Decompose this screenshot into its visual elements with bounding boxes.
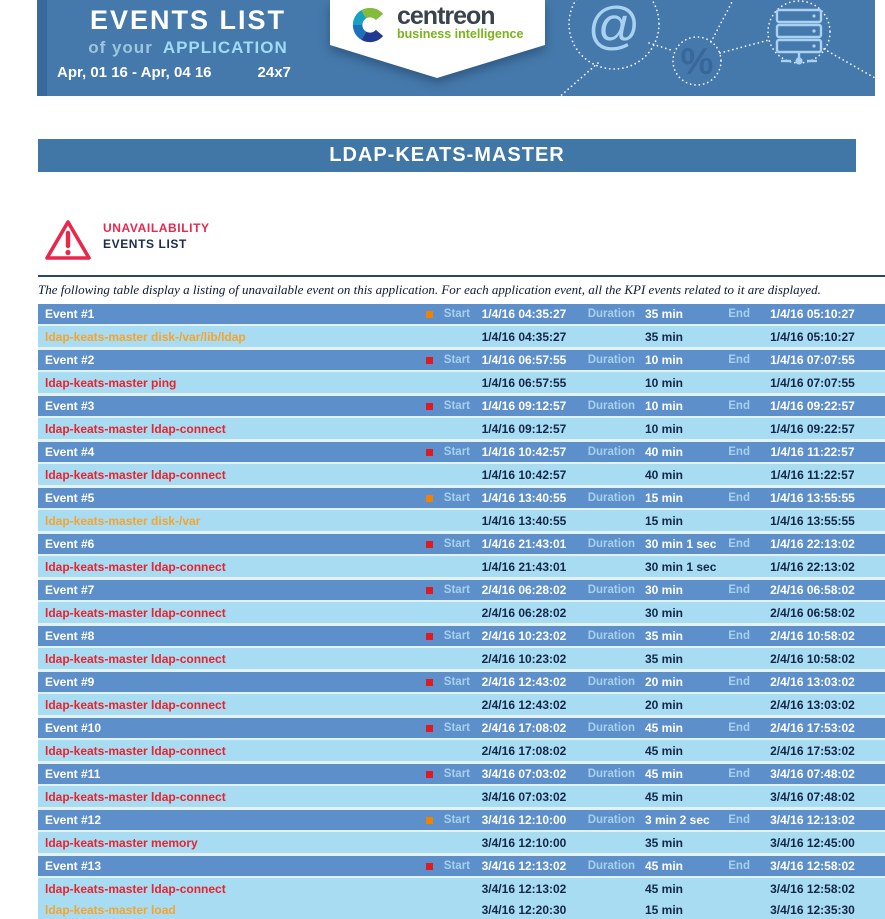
end-label: End [728, 354, 750, 366]
report-banner [37, 0, 875, 96]
kpi-name: ldap-keats-master ldap-connect [45, 421, 226, 436]
kpi-end-value: 3/4/16 12:35:30 [770, 902, 855, 917]
kpi-start-value: 3/4/16 12:20:30 [481, 902, 567, 917]
start-label: Start [443, 676, 470, 688]
event-end-value: 1/4/16 11:22:57 [770, 445, 855, 459]
severity-marker-cell [422, 633, 436, 640]
event-header-row [38, 350, 885, 370]
kpi-row [38, 464, 885, 485]
application-name: LDAP-KEATS-MASTER [329, 144, 565, 166]
severity-marker-icon [426, 771, 433, 778]
kpi-rows-block [38, 602, 885, 623]
start-label: Start [443, 768, 470, 780]
start-label: Start [443, 492, 470, 504]
event-start-value: 1/4/16 13:40:55 [481, 491, 567, 505]
start-label: Start [443, 722, 470, 734]
start-label: Start [443, 814, 470, 826]
kpi-name: ldap-keats-master ldap-connect [45, 697, 226, 712]
event-header-row [38, 718, 885, 738]
event-header-row [38, 764, 885, 784]
kpi-start-value: 1/4/16 21:43:01 [481, 559, 567, 574]
kpi-rows-block [38, 372, 885, 393]
event-duration-value: 45 min [645, 859, 684, 873]
severity-marker-cell [422, 771, 436, 778]
severity-marker-icon [426, 403, 433, 410]
subtitle-object: APPLICATION [162, 38, 288, 57]
kpi-duration-value: 35 min [645, 651, 684, 666]
event-header-row [38, 534, 885, 554]
end-label: End [728, 538, 750, 550]
event-header-row [38, 580, 885, 600]
duration-label: Duration [587, 768, 635, 780]
event-name: Event #13 [45, 859, 102, 873]
kpi-end-value: 1/4/16 09:22:57 [770, 421, 855, 436]
kpi-duration-value: 40 min [645, 467, 684, 482]
unavailability-section-header [44, 218, 885, 262]
kpi-duration-value: 45 min [645, 881, 684, 896]
kpi-start-value: 1/4/16 13:40:55 [481, 513, 567, 528]
kpi-row [38, 832, 885, 853]
kpi-rows-block [38, 464, 885, 485]
start-label: Start [443, 446, 470, 458]
event-end-value: 2/4/16 17:53:02 [770, 721, 855, 735]
event-header-row [38, 626, 885, 646]
kpi-rows-block [38, 786, 885, 807]
report-period: Apr, 01 16 - Apr, 04 16 [57, 64, 212, 81]
kpi-rows-block [38, 740, 885, 761]
start-label: Start [443, 860, 470, 872]
kpi-duration-value: 45 min [645, 743, 684, 758]
event-end-value: 2/4/16 13:03:02 [770, 675, 855, 689]
event-header-row [38, 856, 885, 876]
event-duration-value: 45 min [645, 721, 684, 735]
duration-label: Duration [587, 354, 635, 366]
event-end-value: 1/4/16 07:07:55 [770, 353, 855, 367]
kpi-rows-block [38, 832, 885, 853]
event-duration-value: 20 min [645, 675, 684, 689]
event-start-value: 1/4/16 09:12:57 [481, 399, 567, 413]
severity-marker-cell [422, 357, 436, 364]
event-name: Event #10 [45, 721, 102, 735]
kpi-rows-block [38, 418, 885, 439]
end-label: End [728, 308, 750, 320]
duration-label: Duration [587, 446, 635, 458]
kpi-name: ldap-keats-master memory [45, 835, 198, 850]
kpi-row [38, 740, 885, 761]
event-duration-value: 30 min [645, 583, 684, 597]
kpi-rows-block [38, 556, 885, 577]
kpi-name: ldap-keats-master disk-/var/lib/ldap [45, 329, 246, 344]
warning-icon [44, 218, 92, 262]
severity-marker-icon [426, 311, 433, 318]
kpi-start-value: 2/4/16 12:43:02 [481, 697, 567, 712]
event-name: Event #1 [45, 307, 95, 321]
banner-text-block [49, 5, 327, 81]
start-label: Start [443, 538, 470, 550]
event-start-value: 1/4/16 06:57:55 [481, 353, 567, 367]
kpi-end-value: 2/4/16 10:58:02 [770, 651, 855, 666]
divider [38, 275, 885, 277]
severity-marker-icon [426, 863, 433, 870]
event-name: Event #2 [45, 353, 95, 367]
kpi-duration-value: 35 min [645, 835, 684, 850]
kpi-start-value: 2/4/16 06:28:02 [481, 605, 567, 620]
duration-label: Duration [587, 630, 635, 642]
kpi-rows-block [38, 878, 885, 919]
kpi-end-value: 1/4/16 07:07:55 [770, 375, 855, 390]
event-duration-value: 35 min [645, 307, 684, 321]
logo-tagline: business intelligence [397, 27, 524, 41]
event-start-value: 1/4/16 21:43:01 [481, 537, 567, 551]
kpi-end-value: 2/4/16 13:03:02 [770, 697, 855, 712]
kpi-row [38, 648, 885, 669]
event-end-value: 1/4/16 09:22:57 [770, 399, 855, 413]
severity-marker-icon [426, 725, 433, 732]
kpi-end-value: 2/4/16 17:53:02 [770, 743, 855, 758]
kpi-row [38, 899, 885, 919]
severity-marker-icon [426, 679, 433, 686]
duration-label: Duration [587, 722, 635, 734]
severity-marker-cell [422, 863, 436, 870]
event-start-value: 3/4/16 07:03:02 [481, 767, 567, 781]
start-label: Start [443, 400, 470, 412]
start-label: Start [443, 584, 470, 596]
severity-marker-cell [422, 541, 436, 548]
events-table [38, 304, 885, 919]
logo-text [397, 4, 523, 41]
duration-label: Duration [587, 860, 635, 872]
event-name: Event #11 [45, 767, 101, 781]
kpi-row [38, 556, 885, 577]
server-circle [768, 1, 830, 63]
kpi-start-value: 3/4/16 12:10:00 [481, 835, 567, 850]
percent-icon: % [680, 41, 714, 82]
severity-marker-icon [426, 449, 433, 456]
end-label: End [728, 814, 750, 826]
kpi-duration-value: 10 min [645, 375, 684, 390]
severity-marker-icon [426, 817, 433, 824]
kpi-end-value: 1/4/16 11:22:57 [770, 467, 855, 482]
kpi-start-value: 3/4/16 07:03:02 [481, 789, 567, 804]
event-start-value: 3/4/16 12:10:00 [481, 813, 567, 827]
event-end-value: 1/4/16 13:55:55 [770, 491, 855, 505]
report-subtitle [49, 38, 327, 58]
end-label: End [728, 584, 750, 596]
kpi-row [38, 372, 885, 393]
kpi-duration-value: 45 min [645, 789, 684, 804]
kpi-duration-value: 20 min [645, 697, 684, 712]
kpi-name: ldap-keats-master ldap-connect [45, 651, 226, 666]
logo-brand: centreon [397, 2, 495, 30]
event-start-value: 2/4/16 10:23:02 [481, 629, 567, 643]
kpi-start-value: 1/4/16 10:42:57 [481, 467, 567, 482]
kpi-start-value: 1/4/16 06:57:55 [481, 375, 567, 390]
event-name: Event #8 [45, 629, 95, 643]
event-end-value: 2/4/16 10:58:02 [770, 629, 855, 643]
kpi-end-value: 1/4/16 05:10:27 [770, 329, 855, 344]
centreon-logo-icon [350, 4, 390, 46]
event-header-row [38, 672, 885, 692]
severity-marker-cell [422, 817, 436, 824]
event-end-value: 3/4/16 12:13:02 [770, 813, 855, 827]
report-meta [49, 64, 327, 81]
event-name: Event #3 [45, 399, 95, 413]
kpi-row [38, 786, 885, 807]
kpi-name: ldap-keats-master disk-/var [45, 513, 201, 528]
kpi-duration-value: 30 min 1 sec [645, 559, 717, 574]
event-name: Event #7 [45, 583, 95, 597]
event-end-value: 3/4/16 07:48:02 [770, 767, 855, 781]
kpi-name: ldap-keats-master ping [45, 375, 177, 390]
report-timeperiod: 24x7 [257, 64, 291, 81]
end-label: End [728, 676, 750, 688]
kpi-row [38, 694, 885, 715]
event-duration-value: 45 min [645, 767, 684, 781]
kpi-start-value: 3/4/16 12:13:02 [481, 881, 567, 896]
severity-marker-cell [422, 587, 436, 594]
kpi-start-value: 2/4/16 17:08:02 [481, 743, 567, 758]
end-label: End [728, 722, 750, 734]
kpi-end-value: 3/4/16 07:48:02 [770, 789, 855, 804]
at-circle [569, 0, 659, 69]
kpi-start-value: 1/4/16 09:12:57 [481, 421, 567, 436]
kpi-row [38, 326, 885, 347]
logo-badge [330, 0, 545, 80]
event-duration-value: 10 min [645, 353, 684, 367]
kpi-duration-value: 10 min [645, 421, 684, 436]
severity-marker-icon [426, 357, 433, 364]
severity-marker-cell [422, 725, 436, 732]
kpi-end-value: 3/4/16 12:45:00 [770, 835, 855, 850]
kpi-start-value: 1/4/16 04:35:27 [481, 329, 567, 344]
kpi-duration-value: 35 min [645, 329, 684, 344]
severity-marker-cell [422, 403, 436, 410]
kpi-rows-block [38, 326, 885, 347]
kpi-name: ldap-keats-master ldap-connect [45, 789, 226, 804]
kpi-start-value: 2/4/16 10:23:02 [481, 651, 567, 666]
percent-circle [673, 37, 721, 85]
kpi-row [38, 418, 885, 439]
kpi-duration-value: 30 min [645, 605, 684, 620]
kpi-name: ldap-keats-master ldap-connect [45, 605, 226, 620]
section-labels [103, 221, 210, 251]
table-description: The following table display a listing of unavailable event on this application. For each application event, all the KPI events related to it are displayed. [38, 282, 821, 297]
severity-marker-icon [426, 587, 433, 594]
event-name: Event #4 [45, 445, 95, 459]
event-header-row [38, 810, 885, 830]
duration-label: Duration [587, 814, 635, 826]
kpi-row [38, 510, 885, 531]
kpi-rows-block [38, 694, 885, 715]
event-name: Event #9 [45, 675, 95, 689]
event-start-value: 3/4/16 12:13:02 [481, 859, 567, 873]
kpi-duration-value: 15 min [645, 902, 684, 917]
event-duration-value: 3 min 2 sec [645, 813, 710, 827]
event-name: Event #12 [45, 813, 102, 827]
event-end-value: 2/4/16 06:58:02 [770, 583, 855, 597]
end-label: End [728, 630, 750, 642]
duration-label: Duration [587, 538, 635, 550]
severity-marker-icon [426, 633, 433, 640]
event-header-row [38, 488, 885, 508]
kpi-rows-block [38, 648, 885, 669]
start-label: Start [443, 354, 470, 366]
event-end-value: 3/4/16 12:58:02 [770, 859, 855, 873]
event-start-value: 1/4/16 10:42:57 [481, 445, 567, 459]
end-label: End [728, 446, 750, 458]
event-duration-value: 15 min [645, 491, 684, 505]
event-duration-value: 30 min 1 sec [645, 537, 717, 551]
severity-marker-icon [426, 495, 433, 502]
duration-label: Duration [587, 584, 635, 596]
event-name: Event #6 [45, 537, 95, 551]
event-end-value: 1/4/16 22:13:02 [770, 537, 855, 551]
kpi-duration-value: 15 min [645, 513, 684, 528]
end-label: End [728, 400, 750, 412]
severity-marker-cell [422, 679, 436, 686]
event-duration-value: 35 min [645, 629, 684, 643]
end-label: End [728, 860, 750, 872]
event-end-value: 1/4/16 05:10:27 [770, 307, 855, 321]
severity-marker-cell [422, 449, 436, 456]
duration-label: Duration [587, 308, 635, 320]
server-icon [777, 10, 821, 65]
severity-marker-icon [426, 541, 433, 548]
section-title-line1: UNAVAILABILITY [103, 221, 210, 235]
event-start-value: 2/4/16 12:43:02 [481, 675, 567, 689]
kpi-end-value: 2/4/16 06:58:02 [770, 605, 855, 620]
kpi-row [38, 602, 885, 623]
kpi-rows-block [38, 510, 885, 531]
at-icon: @ [587, 0, 641, 55]
event-header-row [38, 442, 885, 462]
kpi-name: ldap-keats-master load [45, 902, 176, 917]
event-duration-value: 40 min [645, 445, 684, 459]
kpi-name: ldap-keats-master ldap-connect [45, 881, 226, 896]
severity-marker-cell [422, 311, 436, 318]
report-title: EVENTS LIST [89, 5, 287, 35]
event-start-value: 1/4/16 04:35:27 [481, 307, 567, 321]
event-header-row [38, 396, 885, 416]
event-start-value: 2/4/16 17:08:02 [481, 721, 567, 735]
kpi-end-value: 1/4/16 22:13:02 [770, 559, 855, 574]
severity-marker-cell [422, 495, 436, 502]
start-label: Start [443, 630, 470, 642]
event-name: Event #5 [45, 491, 95, 505]
duration-label: Duration [587, 492, 635, 504]
end-label: End [728, 492, 750, 504]
subtitle-prefix: of your [88, 38, 153, 57]
duration-label: Duration [587, 676, 635, 688]
event-start-value: 2/4/16 06:28:02 [481, 583, 567, 597]
kpi-end-value: 3/4/16 12:58:02 [770, 881, 855, 896]
kpi-name: ldap-keats-master ldap-connect [45, 559, 226, 574]
event-duration-value: 10 min [645, 399, 684, 413]
kpi-row [38, 878, 885, 899]
event-header-row [38, 304, 885, 324]
kpi-name: ldap-keats-master ldap-connect [45, 743, 226, 758]
start-label: Start [443, 308, 470, 320]
application-title-bar [38, 139, 856, 172]
end-label: End [728, 768, 750, 780]
duration-label: Duration [587, 400, 635, 412]
section-title-line2: EVENTS LIST [103, 237, 187, 251]
kpi-name: ldap-keats-master ldap-connect [45, 467, 226, 482]
kpi-end-value: 1/4/16 13:55:55 [770, 513, 855, 528]
centreon-logo [350, 4, 523, 46]
